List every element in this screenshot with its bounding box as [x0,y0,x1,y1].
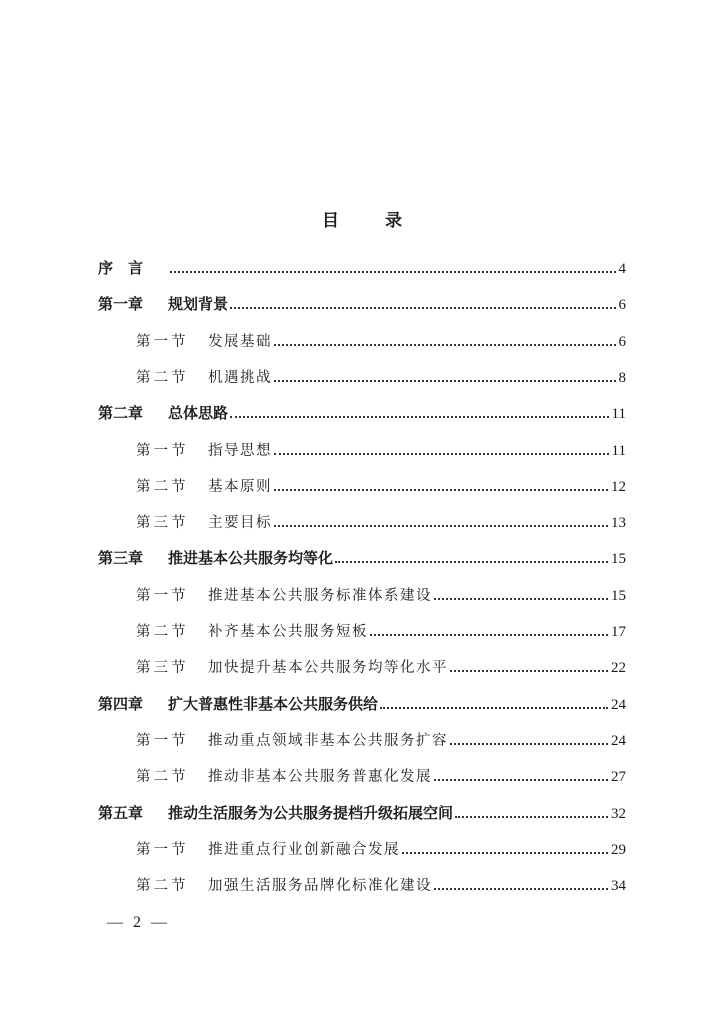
toc-section-entry[interactable] [136,762,626,786]
toc-entry-number: 第一节 [136,733,189,749]
toc-entry-title: 基本原则 [208,479,272,495]
toc-section-entry[interactable] [136,327,626,351]
toc-title: 目 录 [322,211,422,231]
toc-entry-title: 加强生活服务品牌化标准化建设 [208,878,432,894]
toc-entry-title: 扩大普惠性非基本公共服务供给 [168,695,379,713]
toc-dot-leader [274,380,616,382]
toc-entry-number: 第二节 [136,624,189,640]
toc-entry-title: 推动非基本公共服务普惠化发展 [208,769,432,785]
toc-page-number: 4 [618,261,626,277]
toc-page-number: 24 [611,733,626,749]
toc-dot-leader [455,816,608,818]
toc-section-entry[interactable] [136,835,626,859]
toc-entry-number: 第二节 [136,479,189,495]
toc-page-number: 11 [611,443,626,459]
toc-entry-number: 第一节 [136,443,189,459]
toc-entry-number: 第二节 [136,370,189,386]
toc-dot-leader [370,634,608,636]
toc-dot-leader [450,670,608,672]
toc-section-entry[interactable] [136,508,626,532]
toc-section-entry[interactable] [136,653,626,677]
toc-dot-leader [170,271,616,273]
toc-entry-title: 规划背景 [168,295,229,313]
toc-section-entry[interactable] [136,436,626,460]
toc-entry-number: 第三节 [136,515,189,531]
toc-entry-title: 总体思路 [168,404,229,422]
toc-page-number: 15 [611,551,626,567]
toc-page-number: 8 [618,370,626,386]
toc-dot-leader [450,743,608,745]
toc-entry-title: 机遇挑战 [208,370,272,386]
toc-entry-title: 发展基础 [208,334,272,350]
toc-dot-leader [434,779,608,781]
toc-dot-leader [434,598,608,600]
toc-dot-leader [230,307,615,309]
toc-page-number: 32 [611,806,626,822]
toc-entry-number: 第三章 [98,549,144,567]
toc-chapter-entry[interactable] [98,254,626,278]
toc-page-number: 6 [618,297,626,313]
toc-entry-number: 第二节 [136,769,189,785]
toc-entry-title: 主要目标 [208,515,272,531]
toc-entry-title: 推动生活服务为公共服务提档升级拓展空间 [168,804,454,822]
toc-chapter-entry[interactable] [98,799,626,823]
toc-dot-leader [230,416,609,418]
page-footer: — 2 — [107,914,170,931]
toc-page-number: 11 [611,406,626,422]
toc-page-number: 24 [611,697,626,713]
toc-entry-title: 加快提升基本公共服务均等化水平 [208,660,448,676]
toc-page-number: 29 [611,842,626,858]
toc-entry-number: 第一节 [136,588,189,604]
toc-dot-leader [274,525,608,527]
toc-section-entry[interactable] [136,581,626,605]
toc-page-number: 22 [611,660,626,676]
toc-entry-number: 第一节 [136,334,189,350]
toc-section-entry[interactable] [136,726,626,750]
toc-entry-title: 推进重点行业创新融合发展 [208,842,400,858]
toc-entry-number: 第二章 [98,404,144,422]
toc-chapter-entry[interactable] [98,690,626,714]
toc-dot-leader [402,852,608,854]
toc-entry-title: 推进基本公共服务均等化 [168,549,334,567]
toc-page-number: 12 [611,479,626,495]
toc-section-entry[interactable] [136,472,626,496]
toc-page-number: 34 [611,878,626,894]
toc-entry-number: 第三节 [136,660,189,676]
toc-dot-leader [380,707,608,709]
toc-dot-leader [274,453,609,455]
toc-dot-leader [274,344,616,346]
toc-chapter-entry[interactable] [98,399,626,423]
toc-page-number: 17 [611,624,626,640]
toc-entry-number: 第四章 [98,695,144,713]
toc-page-number: 6 [618,334,626,350]
toc-section-entry[interactable] [136,871,626,895]
toc-entry-number: 第一节 [136,842,189,858]
toc-dot-leader [274,489,608,491]
toc-entry-number: 第一章 [98,295,144,313]
toc-dot-leader [335,561,608,563]
toc-entry-title: 推进基本公共服务标准体系建设 [208,588,432,604]
toc-chapter-entry[interactable] [98,290,626,314]
toc-section-entry[interactable] [136,617,626,641]
toc-entry-number: 第五章 [98,804,144,822]
toc-entry-title: 补齐基本公共服务短板 [208,624,368,640]
toc-section-entry[interactable] [136,363,626,387]
toc-entry-title: 指导思想 [208,443,272,459]
toc-page-number: 27 [611,769,626,785]
toc-entry-number: 序 言 [98,259,144,277]
toc-entry-number: 第二节 [136,878,189,894]
toc-entry-title: 推动重点领域非基本公共服务扩容 [208,733,448,749]
toc-page-number: 15 [611,588,626,604]
toc-chapter-entry[interactable] [98,544,626,568]
toc-page-number: 13 [611,515,626,531]
toc-dot-leader [434,888,608,890]
